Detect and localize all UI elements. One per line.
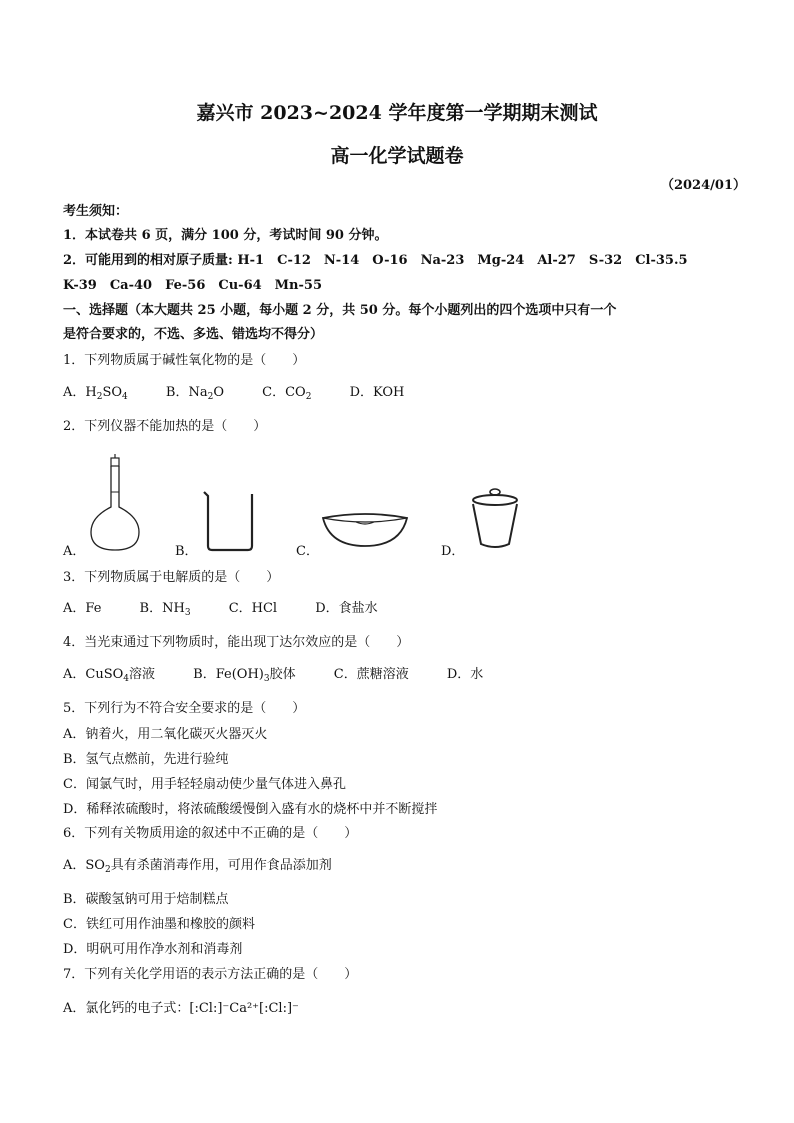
q6-option-a: A．$SO_2$具有杀菌消毒作用，可用作食品添加剂	[63, 858, 332, 875]
volumetric-flask-image	[85, 452, 145, 552]
q2-option-c-label: C．	[296, 544, 319, 559]
q1-option-b: B．$Na_2O$	[165, 385, 225, 402]
notice-heading: 考生须知：	[63, 204, 129, 219]
q4-option-c: C．蔗糖溶液	[333, 667, 409, 682]
question-6-stem: 6．下列有关物质用途的叙述中不正确的是（ ）	[63, 826, 358, 841]
q6-option-d: D．明矾可用作净水剂和消毒剂	[63, 942, 243, 957]
question-4-options	[63, 663, 517, 684]
q4-option-b: B．$Fe(OH)_3$胶体	[193, 667, 296, 684]
q2-option-b-label: B．	[175, 544, 198, 559]
exam-title: 嘉兴市 2023~2024 学年度第一学期期末测试	[196, 102, 598, 124]
exam-subtitle: 高一化学试题卷	[330, 145, 464, 167]
crucible-image	[465, 486, 525, 552]
evaporating-dish-image	[320, 510, 410, 550]
question-1-stem: 1．下列物质属于碱性氧化物的是（ ）	[63, 353, 306, 368]
question-5-stem: 5．下列行为不符合安全要求的是（ ）	[63, 701, 306, 716]
question-3-options	[63, 597, 412, 618]
q5-option-b: B．氢气点燃前，先进行验纯	[63, 752, 229, 767]
q1-option-a: A．$H_2SO_4$	[63, 385, 128, 402]
q1-option-c: C．$CO_2$	[262, 385, 312, 402]
section-heading: 一、选择题（本大题共 25 小题，每小题 2 分，共 50 分。每个小题列出的四个选项中只有一个	[63, 303, 617, 318]
q1-option-d: D．KOH	[349, 385, 405, 400]
q3-option-d: D．食盐水	[315, 601, 378, 616]
q4-option-a: A．CuSO$_4$溶液	[63, 667, 156, 684]
q4-option-d: D．水	[446, 667, 484, 682]
q5-option-c: C．闻氯气时，用手轻轻扇动使少量气体进入鼻孔	[63, 777, 346, 792]
electron-formula: [:Cl:]⁻Ca²⁺[:Cl:]⁻	[189, 1001, 299, 1016]
question-2-stem: 2．下列仪器不能加热的是（ ）	[63, 419, 267, 434]
exam-date: （2024/01）	[660, 178, 746, 193]
question-7-stem: 7．下列有关化学用语的表示方法正确的是（ ）	[63, 967, 358, 982]
question-3-stem: 3．下列物质属于电解质的是（ ）	[63, 570, 280, 585]
notice-item-2-cont: K-39 Ca-40 Fe-56 Cu-64 Mn-55	[63, 278, 322, 293]
q3-option-a: A．Fe	[63, 601, 102, 616]
section-heading-cont: 是符合要求的，不选、多选、错选均不得分）	[63, 327, 324, 342]
q6-option-b: B．碳酸氢钠可用于焙制糕点	[63, 892, 229, 907]
q7-option-a: A．氯化钙的电子式：[:Cl:]⁻Ca²⁺[:Cl:]⁻	[63, 1001, 299, 1016]
question-4-stem: 4．当光束通过下列物质时，能出现丁达尔效应的是（ ）	[63, 635, 410, 650]
q6-option-c: C．铁红可用作油墨和橡胶的颜料	[63, 917, 255, 932]
q2-option-d-label: D．	[441, 544, 465, 559]
q2-option-a-label: A．	[63, 544, 86, 559]
q3-option-b: B．$NH_3$	[139, 601, 191, 618]
q3-option-c: C．HCl	[228, 601, 278, 616]
q5-option-d: D．稀释浓硫酸时，将浓硫酸缓慢倒入盛有水的烧杯中并不断搅拌	[63, 802, 438, 817]
q5-option-a: A．钠着火，用二氧化碳灭火器灭火	[63, 727, 268, 742]
notice-item-2: 2．可能用到的相对原子质量: H-1 C-12 N-14 O-16 Na-23 Mg-24 Al-27 S-32 Cl-35.5	[63, 253, 688, 268]
beaker-image	[200, 490, 260, 552]
question-1-options	[63, 381, 438, 402]
notice-item-1: 1．本试卷共 6 页，满分 100 分，考试时间 90 分钟。	[63, 228, 388, 243]
